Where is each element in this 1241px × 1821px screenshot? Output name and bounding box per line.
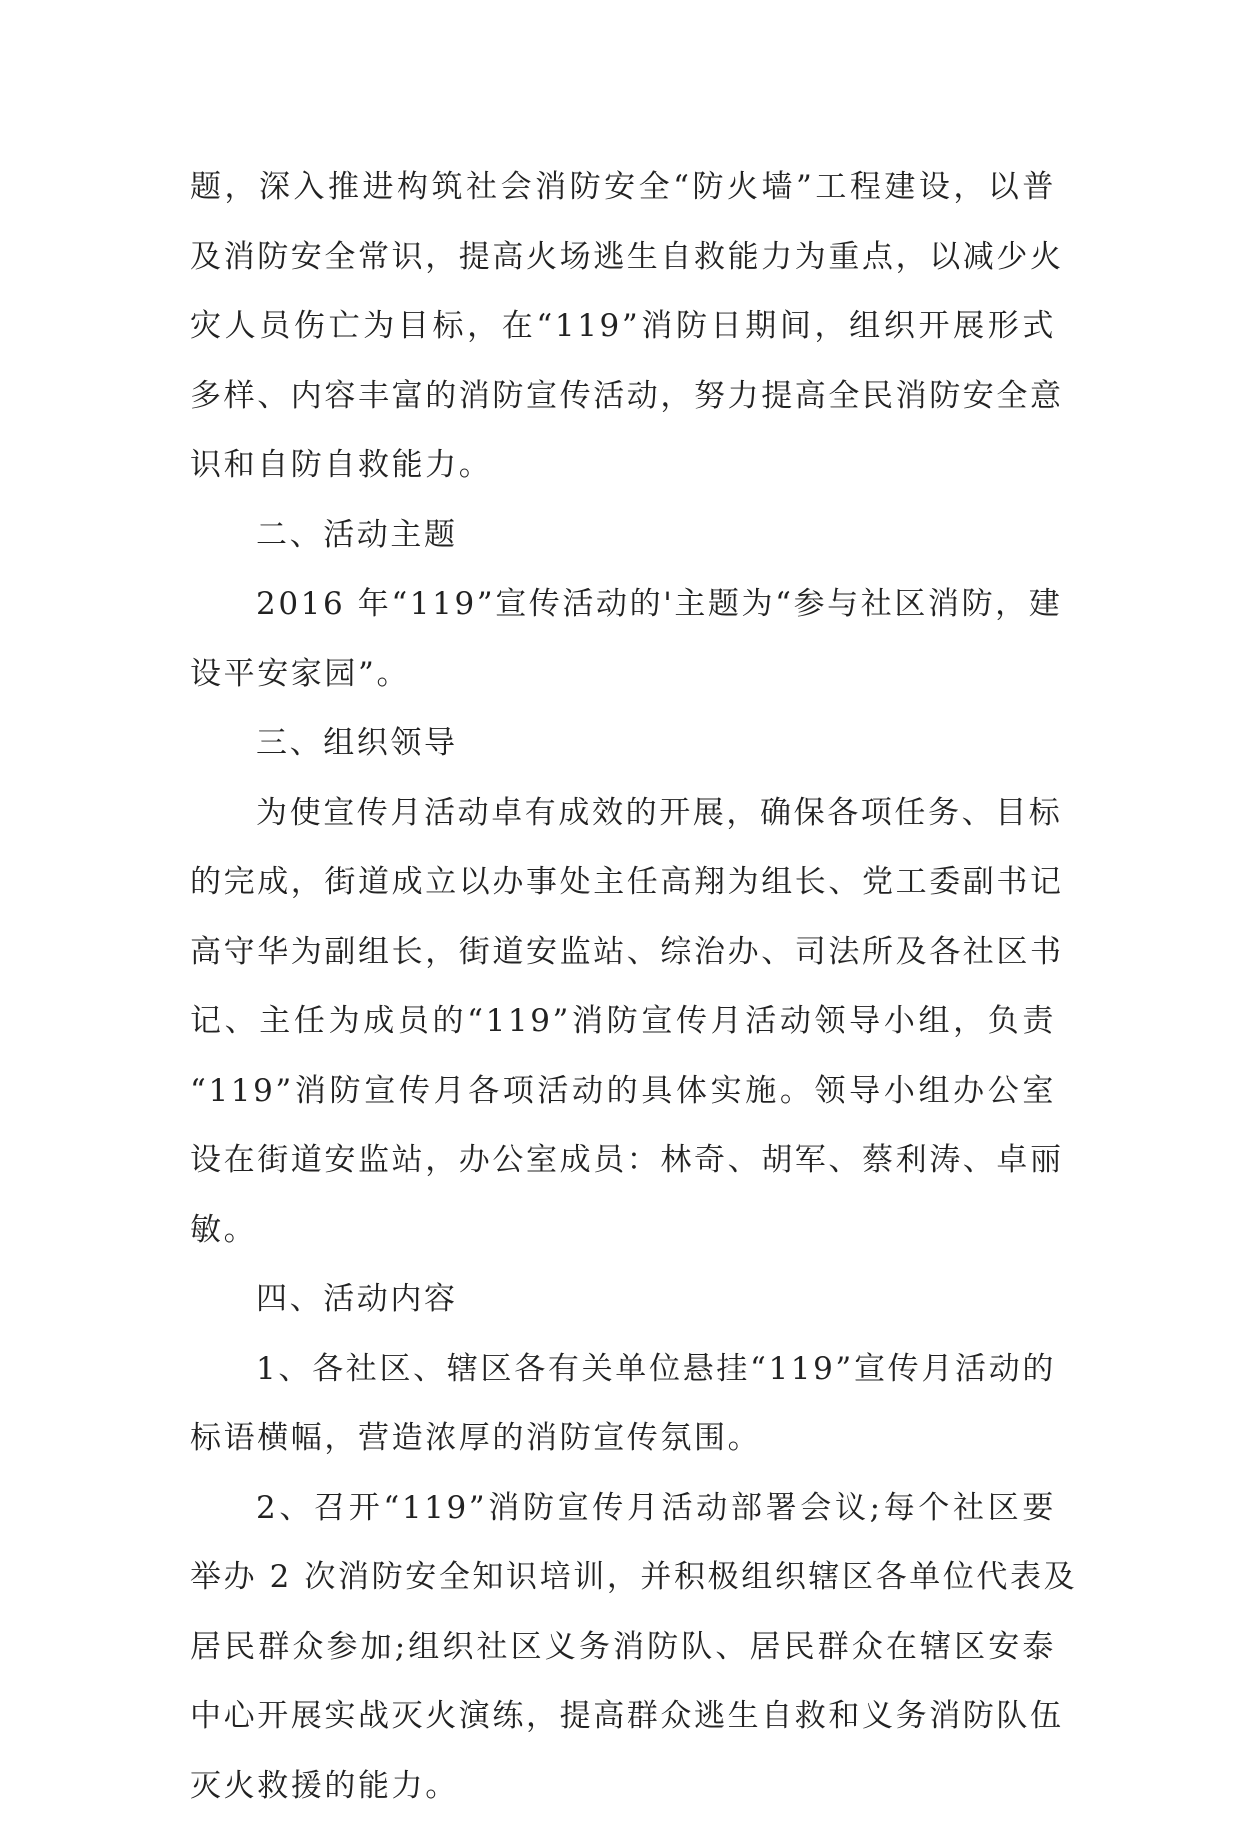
text-line: 设平安家园”。 [190,640,1056,710]
text-line: 及消防安全常识，提高火场逃生自救能力为重点，以减少火 [190,223,1056,293]
paragraph-leadership [190,779,1056,1266]
section-heading-activity-content [190,1265,1056,1335]
paragraph-item-2 [190,1474,1056,1821]
text-line: 灭火救援的能力。 [190,1752,1056,1821]
text-line: 2、召开“119”消防宣传月活动部署会议;每个社区要 [190,1474,1056,1544]
text-line: 题，深入推进构筑社会消防安全“防火墙”工程建设，以普 [190,153,1056,223]
section-heading-organization-leadership [190,709,1056,779]
text-line: 多样、内容丰富的消防宣传活动，努力提高全民消防安全意 [190,362,1056,432]
document-body [190,153,1056,1821]
paragraph-item-1 [190,1335,1056,1474]
text-line: 敏。 [190,1196,1056,1266]
text-line: 的完成，街道成立以办事处主任高翔为组长、党工委副书记 [190,848,1056,918]
heading-text: 三、组织领导 [190,709,1056,779]
heading-text: 四、活动内容 [190,1265,1056,1335]
text-line: 灾人员伤亡为目标，在“119”消防日期间，组织开展形式 [190,292,1056,362]
paragraph-theme [190,570,1056,709]
section-heading-activity-theme [190,501,1056,571]
text-line: 标语横幅，营造浓厚的消防宣传氛围。 [190,1404,1056,1474]
text-line: 1、各社区、辖区各有关单位悬挂“119”宣传月活动的 [190,1335,1056,1405]
text-line: 记、主任为成员的“119”消防宣传月活动领导小组，负责 [190,987,1056,1057]
heading-text: 二、活动主题 [190,501,1056,571]
text-line: 设在街道安监站，办公室成员：林奇、胡军、蔡利涛、卓丽 [190,1126,1056,1196]
text-line: “119”消防宣传月各项活动的具体实施。领导小组办公室 [190,1057,1056,1127]
text-line: 识和自防自救能力。 [190,431,1056,501]
text-line: 高守华为副组长，街道安监站、综治办、司法所及各社区书 [190,918,1056,988]
paragraph-intro [190,153,1056,501]
text-line: 举办 2 次消防安全知识培训，并积极组织辖区各单位代表及 [190,1543,1056,1613]
text-line: 居民群众参加;组织社区义务消防队、居民群众在辖区安泰 [190,1613,1056,1683]
text-line: 2016 年“119”宣传活动的'主题为“参与社区消防，建 [190,570,1056,640]
text-line: 为使宣传月活动卓有成效的开展，确保各项任务、目标 [190,779,1056,849]
text-line: 中心开展实战灭火演练，提高群众逃生自救和义务消防队伍 [190,1682,1056,1752]
